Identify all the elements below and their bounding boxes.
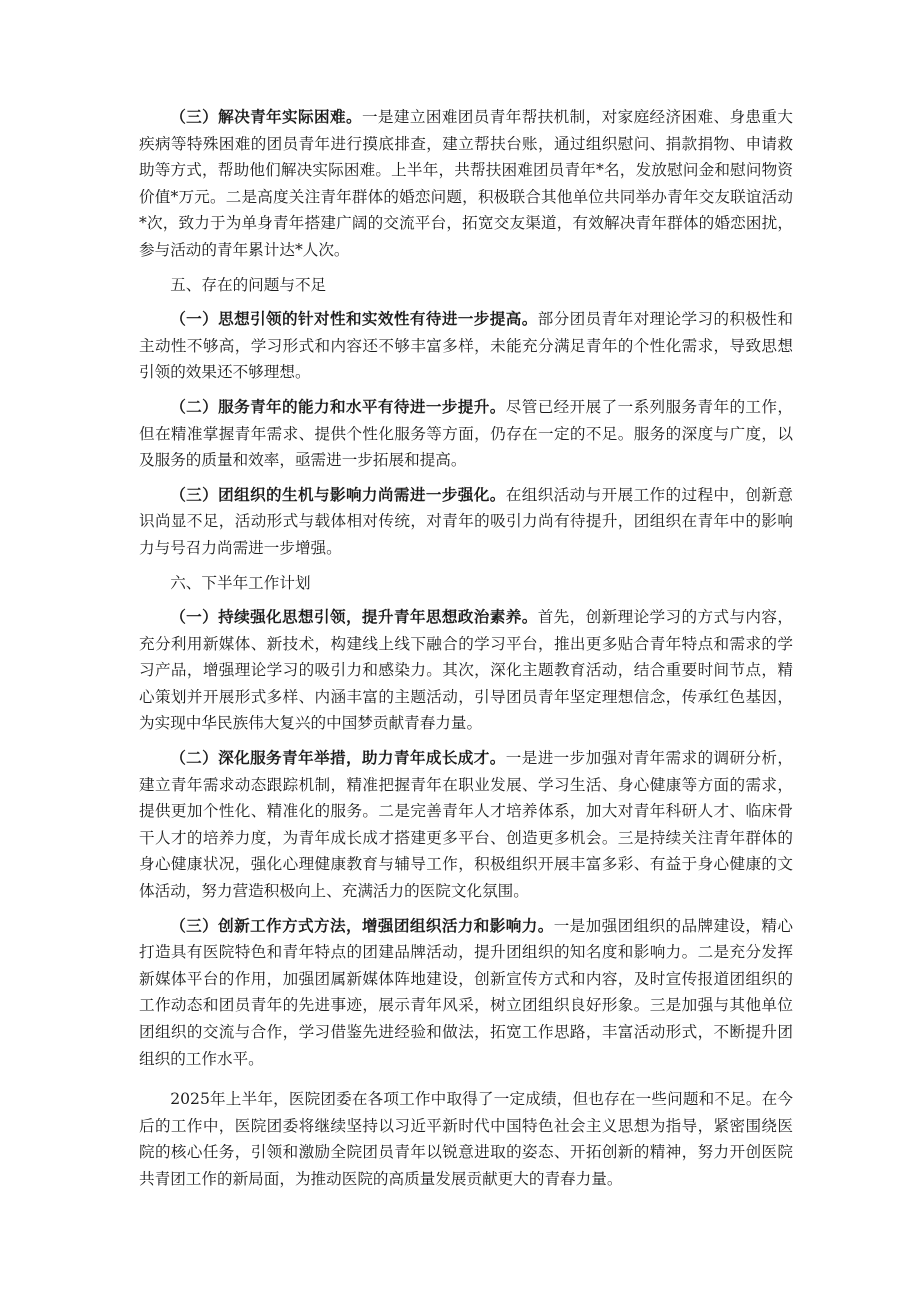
paragraph-body: 首先，创新理论学习的方式与内容，充分利用新媒体、新技术，构建线上线下融合的学习平台，推出更多贴合青年特点和需求的学习产品，增强理论学习的吸引力和感染力。其次，深化主题教育活动，结合重要时间节点，精心策划并开展形式多样、内涵丰富的主题活动，引导团员青年坚定理想信念，传承红色基因，为实现中华民族伟大复兴的中国梦贡献青春力量。 bbox=[139, 608, 793, 733]
paragraph-lead: （三）创新工作方式方法，增强团组织活力和影响力。 bbox=[170, 915, 554, 935]
paragraph-body: 一是进一步加强对青年需求的调研分析，建立青年需求动态跟踪机制，精准把握青年在职业发展、学习生活、身心健康等方面的需求，提供更加个性化、精准化的服务。二是完善青年人才培养体系，加大对青年科研人才、临床骨干人才的培养力度，为青年成长成才搭建更多平台、创造更多机会。三是持续关注青年群体的身心健康状况，强化心理健康教育与辅导工作，积极组织开展丰富多彩、有益于身心健康的文体活动，努力营造积极向上、充满活力的医院文化氛围。 bbox=[139, 749, 793, 901]
document-page bbox=[139, 104, 793, 1201]
paragraph-body: 尽管已经开展了一系列服务青年的工作，但在精准掌握青年需求、提供个性化服务等方面，仍存在一定的不足。服务的深度与广度，以及服务的质量和效率，亟需进一步拓展和提高。 bbox=[139, 397, 793, 470]
paragraph-5-1 bbox=[139, 306, 793, 386]
section-heading-5: 五、存在的问题与不足 bbox=[170, 275, 327, 294]
paragraph-lead: （一）持续强化思想引领，提升青年思想政治素养。 bbox=[170, 607, 538, 627]
paragraph-lead: （二）服务青年的能力和水平有待进一步提升。 bbox=[170, 396, 506, 416]
paragraph-lead: （一）思想引领的针对性和实效性有待进一步提高。 bbox=[170, 309, 538, 329]
paragraph-body: 部分团员青年对理论学习的积极性和主动性不够高，学习形式和内容还不够丰富多样，未能充分满足青年的个性化需求，导致思想引领的效果还不够理想。 bbox=[139, 310, 793, 382]
paragraph-5-3 bbox=[139, 482, 793, 562]
paragraph-lead: （二）深化服务青年举措，助力青年成长成才。 bbox=[170, 748, 506, 768]
conclusion-paragraph: 2025年上半年，医院团委在各项工作中取得了一定成绩，但也存在一些问题和不足。在今后的工作中，医院团委将继续坚持以习近平新时代中国特色社会主义思想为指导，紧密围绕医院的核心任务，引领和激励全院团员青年以锐意进取的姿态、开拓创新的精神，努力开创医院共青团工作的新局面，为推动医院的高质量发展贡献更大的青春力量。 bbox=[139, 1090, 793, 1188]
paragraph-5-2 bbox=[139, 394, 793, 474]
paragraph-body: 一是建立困难团员青年帮扶机制，对家庭经济困难、身患重大疾病等特殊困难的团员青年进行摸底排查，建立帮扶台账，通过组织慰问、捐款捐物、申请救助等方式，帮助他们解决实际困难。上半年，共帮扶困难团员青年*名，发放慰问金和慰问物资价值*万元。二是高度关注青年群体的婚恋问题，积极联合其他单位共同举办青年交友联谊活动*次，致力于为单身青年搭建广阔的交流平台，拓宽交友渠道，有效解决青年群体的婚恋困扰，参与活动的青年累计达*人次。 bbox=[139, 108, 793, 259]
section-heading-6: 六、下半年工作计划 bbox=[170, 573, 311, 592]
paragraph-6-2 bbox=[139, 745, 793, 905]
paragraph-lead: （三）团组织的生机与影响力尚需进一步强化。 bbox=[170, 484, 506, 504]
paragraph-body: 在组织活动与开展工作的过程中，创新意识尚显不足，活动形式与载体相对传统，对青年的吸引力尚有待提升，团组织在青年中的影响力与号召力尚需进一步增强。 bbox=[139, 485, 793, 557]
paragraph-lead: （三）解决青年实际困难。 bbox=[170, 107, 362, 126]
paragraph-6-3 bbox=[139, 913, 793, 1073]
paragraph-body: 一是加强团组织的品牌建设，精心打造具有医院特色和青年特点的团建品牌活动，提升团组织的知名度和影响力。二是充分发挥新媒体平台的作用，加强团属新媒体阵地建设，创新宣传方式和内容，及时宣传报道团组织的工作动态和团员青年的先进事迹，展示青年风采，树立团组织良好形象。三是加强与其他单位团组织的交流与合作，学习借鉴先进经验和做法，拓宽工作思路，丰富活动形式，不断提升团组织的工作水平。 bbox=[139, 916, 793, 1068]
paragraph-4-3 bbox=[139, 104, 793, 264]
paragraph-6-1 bbox=[139, 604, 793, 737]
